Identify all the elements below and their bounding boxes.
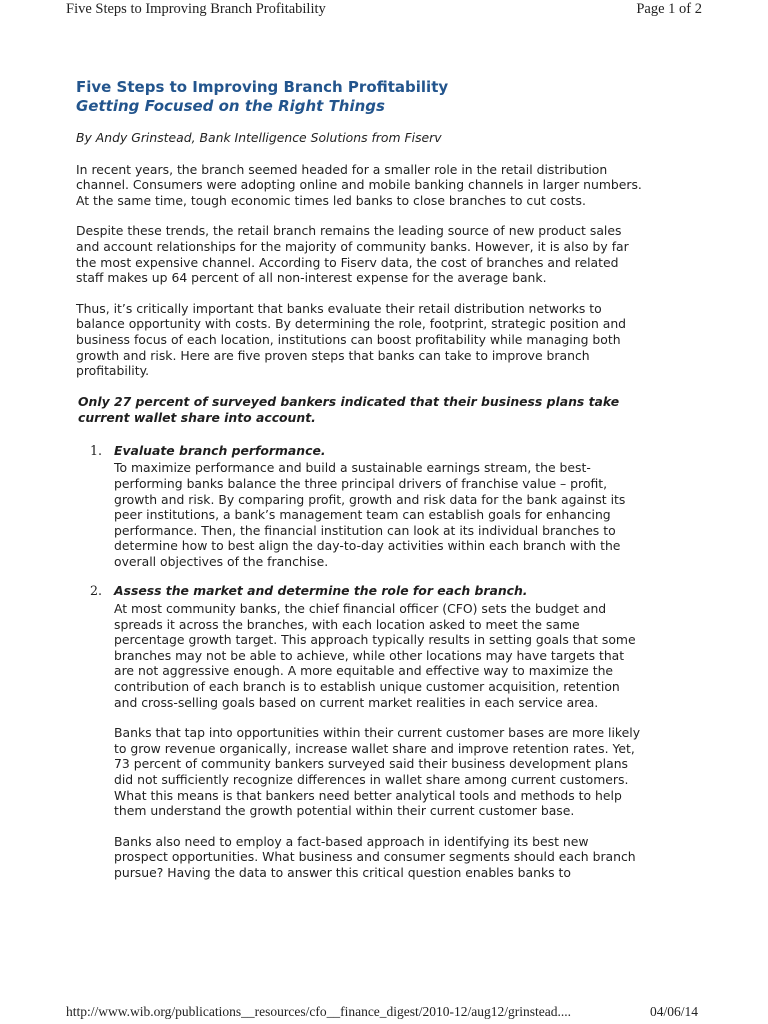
source-url-link[interactable]: http://www.wib.org/publications__resources/cfo__finance_digest/2010-12/aug12/grinstead....	[66, 1004, 572, 1019]
article-subtitle: Getting Focused on the Right Things	[76, 97, 385, 115]
intro-paragraph-2: Despite these trends, the retail branch remains the leading source of new product sales and account relationships for the majority of community banks. However, it is also by far the most expensive channel. According to Fiserv data, the cost of branches and related staff makes up 64 percent of all non-interest expense for the average bank.	[76, 223, 629, 286]
step-paragraph: At most community banks, the chief financial officer (CFO) sets the budget and spreads it across the branches, with each location asked to meet the same percentage growth target. This approach typically results in setting goals that some branches may not be able to achieve, while other locations may have targets that are not aggressive enough. A more equitable and effective way to maximize the contribution of each branch is to establish unique customer acquisition, retention and cross-selling goals based on current market realities in each service area.	[114, 601, 636, 710]
step-paragraph: To maximize performance and build a sustainable earnings stream, the best-performing banks balance the three principal drivers of franchise value – profit, growth and risk. By comparing profit, growth and risk data for the bank against its peer institutions, a bank’s management team can establish goals for enhancing performance. Then, the financial institution can look at its individual branches to determine how to best align the day-to-day activities within each branch with the overall objectives of the franchise.	[114, 460, 626, 569]
print-date: 04/06/14	[649, 1004, 698, 1019]
step-heading: Assess the market and determine the role for each branch.	[114, 583, 528, 599]
step-item	[76, 443, 646, 570]
intro-paragraph-3: Thus, it’s critically important that banks evaluate their retail distribution networks to balance opportunity with costs. By determining the role, footprint, strategic position and business focus of each location, institutions can boost profitability while managing both growth and risk. Here are five proven steps that banks can take to improve branch profitability.	[76, 300, 627, 379]
intro-paragraph-1: In recent years, the branch seemed headed for a smaller role in the retail distribution channel. Consumers were adopting online and mobile banking channels in larger numbers. At the same time, tough economic times led banks to close branches to cut costs.	[76, 161, 642, 208]
step-number: 1.	[90, 442, 103, 458]
article-title: Five Steps to Improving Branch Profitability	[76, 78, 449, 96]
article	[76, 78, 646, 895]
step-heading: Evaluate branch performance.	[114, 442, 326, 458]
step-paragraph: Banks that tap into opportunities within their current customer bases are more likely to grow revenue organically, increase wallet share and improve retention rates. Yet, 73 percent of community bankers surveyed said their business development plans did not sufficiently recognize differences in wallet share among current customers. What this means is that bankers need better analytical tools and methods to help them understand the growth potential within their current customer base.	[114, 725, 641, 819]
callout-quote: Only 27 percent of surveyed bankers indicated that their business plans take current wallet share into account.	[78, 393, 620, 425]
print-footer	[0, 1002, 768, 1024]
print-header-title: Five Steps to Improving Branch Profitability	[66, 1, 326, 17]
step-paragraph: Banks also need to employ a fact-based approach in identifying its best new prospect opportunities. What business and consumer segments should each branch pursue? Having the data to answer this critical question enables banks to	[114, 833, 636, 880]
page-number: Page 1 of 2	[636, 1, 702, 17]
byline: By Andy Grinstead, Bank Intelligence Solutions from Fiserv	[76, 130, 442, 145]
steps-list	[76, 443, 646, 881]
print-header	[0, 0, 768, 22]
step-item	[76, 583, 646, 880]
step-number: 2.	[90, 583, 103, 599]
